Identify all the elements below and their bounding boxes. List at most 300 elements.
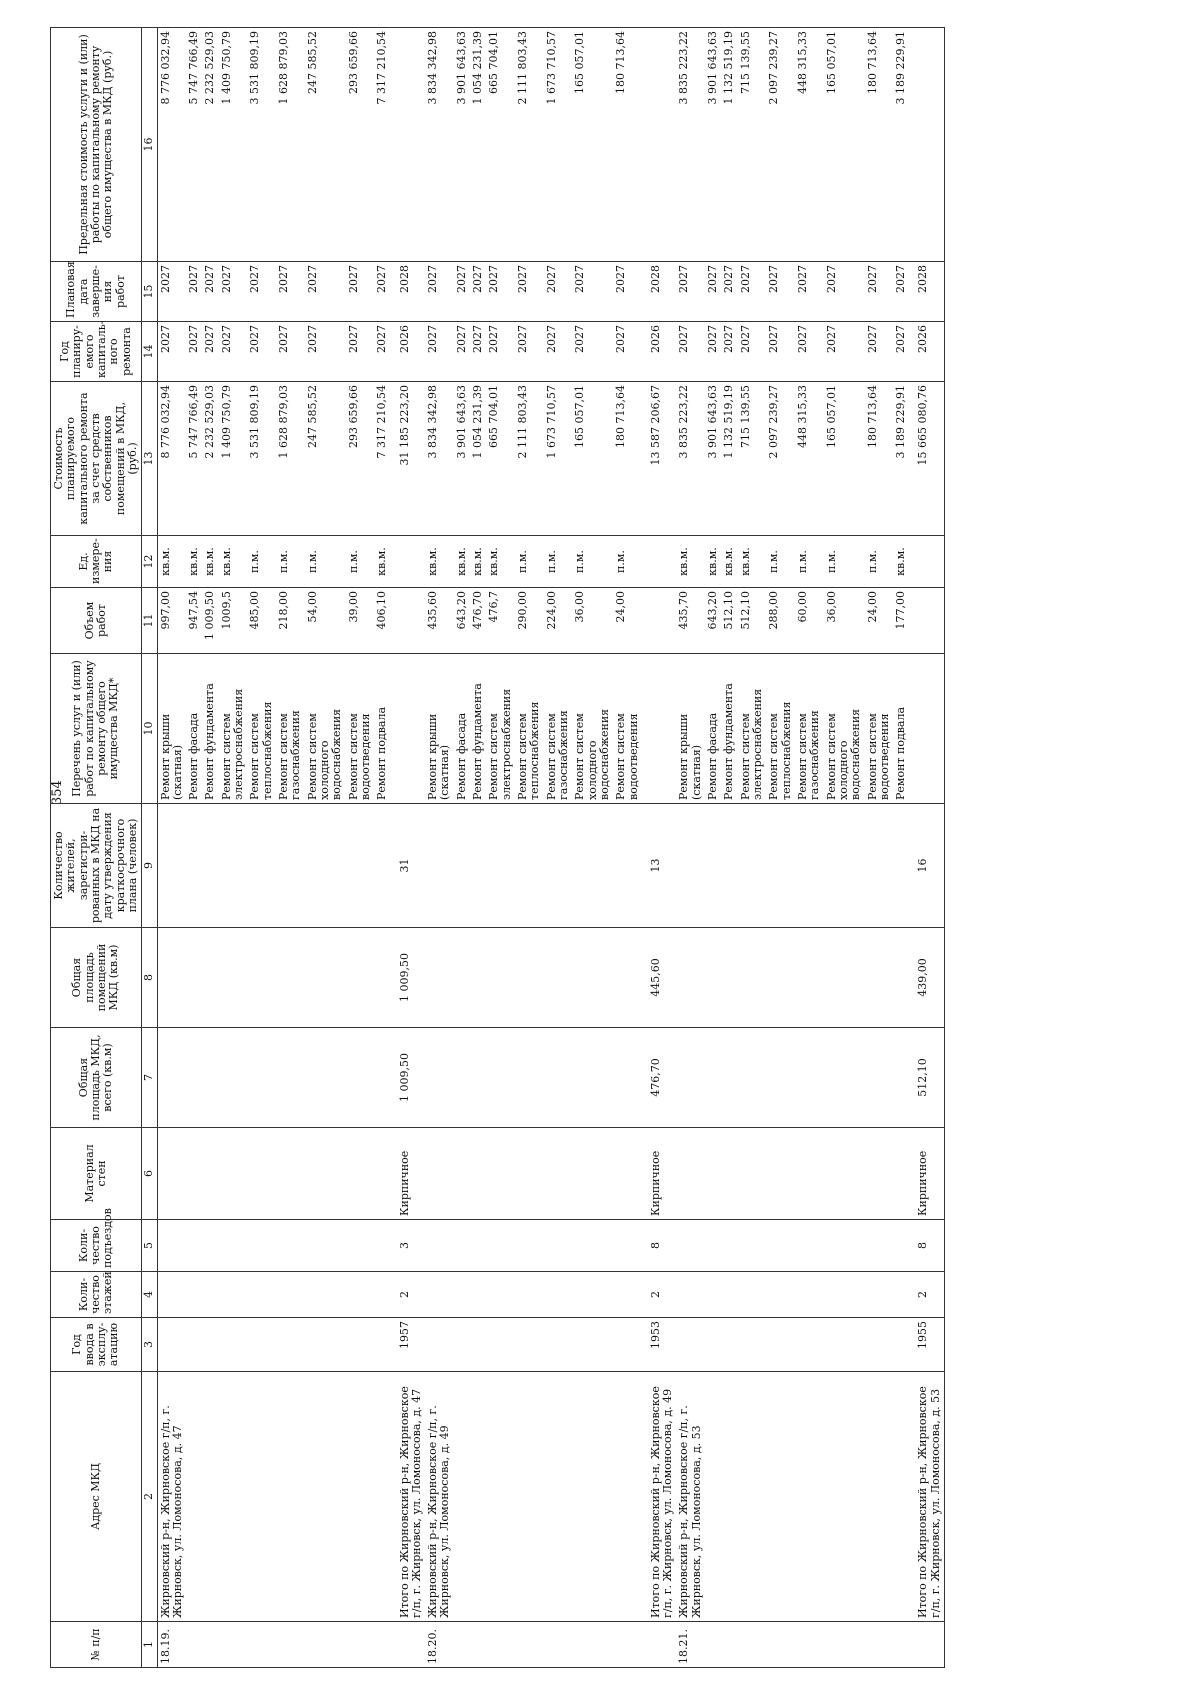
empty-cell [572, 1622, 613, 1668]
empty-cell [613, 1220, 642, 1272]
column-number: 12 [142, 536, 157, 588]
work-limit-cost: 2 232 529,03 [202, 28, 218, 262]
empty-cell [795, 1128, 824, 1220]
empty-cell [676, 928, 705, 1028]
work-row [346, 28, 375, 1668]
empty-cell [613, 1128, 642, 1220]
house-address: Жирновский р-н, Жирновское г/п, г. Жирновск, ул. Ломоносова, д. 47 [157, 1372, 186, 1622]
residents-count: 13 [642, 804, 677, 928]
empty-cell [157, 1028, 186, 1128]
empty-cell [374, 928, 390, 1028]
empty-cell [276, 1622, 305, 1668]
empty-cell [305, 1028, 346, 1128]
empty-cell [766, 1272, 795, 1318]
work-name: Ремонт систем теплоснабжения [515, 654, 544, 804]
empty-cell [865, 1318, 894, 1372]
work-name: Ремонт фундамента [470, 654, 486, 804]
work-cost: 2 097 239,27 [766, 382, 795, 536]
empty-cell [346, 1128, 375, 1220]
work-cost: 3 901 643,63 [454, 382, 470, 536]
empty-cell [893, 804, 909, 928]
empty-cell [705, 1622, 721, 1668]
empty-cell [572, 1128, 613, 1220]
empty-cell [276, 1028, 305, 1128]
empty-cell [202, 1372, 218, 1622]
row-number: 18.20. [425, 1622, 454, 1668]
work-name: Ремонт фундамента [721, 654, 737, 804]
empty-cell [202, 928, 218, 1028]
work-volume: 1009,5 [219, 588, 248, 654]
empty-cell [346, 928, 375, 1028]
column-number: 16 [142, 28, 157, 262]
empty-cell [454, 1372, 470, 1622]
total-label: Итого по Жирновский р-н, Жирновское г/п, г. Жирновск, ул. Ломоносова, д. 53 [909, 1372, 944, 1622]
work-name: Ремонт крыши (скатная) [157, 654, 186, 804]
work-name: Ремонт систем газоснабжения [544, 654, 573, 804]
empty-cell [202, 1028, 218, 1128]
empty-cell [305, 1318, 346, 1372]
work-cost: 180 713,64 [865, 382, 894, 536]
empty-cell [202, 1220, 218, 1272]
empty-cell [247, 1220, 276, 1272]
column-number: 2 [142, 1372, 157, 1622]
work-cost: 3 834 342,98 [425, 382, 454, 536]
work-row [613, 28, 642, 1668]
empty-cell [572, 1272, 613, 1318]
empty-cell [276, 1372, 305, 1622]
work-name: Ремонт крыши (скатная) [425, 654, 454, 804]
work-volume: 60,00 [795, 588, 824, 654]
empty-cell [486, 928, 515, 1028]
work-volume: 288,00 [766, 588, 795, 654]
work-row [515, 28, 544, 1668]
empty-cell [766, 1128, 795, 1220]
empty-cell [766, 928, 795, 1028]
empty-cell [391, 536, 426, 588]
empty-cell [276, 1272, 305, 1318]
empty-cell [909, 28, 944, 262]
empty-cell [865, 1128, 894, 1220]
work-limit-cost: 165 057,01 [572, 28, 613, 262]
column-header: Перечень услуг и (или) работ по капитальному ремонту общего имущества МКД* [51, 654, 142, 804]
empty-cell [909, 654, 944, 804]
empty-cell [544, 928, 573, 1028]
work-volume: 406,10 [374, 588, 390, 654]
empty-cell [425, 1028, 454, 1128]
work-limit-cost: 8 776 032,94 [157, 28, 186, 262]
work-limit-cost: 3 834 342,98 [425, 28, 454, 262]
work-cost: 1 054 231,39 [470, 382, 486, 536]
column-number: 14 [142, 322, 157, 382]
work-row [186, 28, 202, 1668]
work-cost: 8 776 032,94 [157, 382, 186, 536]
empty-cell [893, 1622, 909, 1668]
rooms-area: 439,00 [909, 928, 944, 1028]
empty-cell [186, 1028, 202, 1128]
empty-cell [391, 588, 426, 654]
work-unit: п.м. [247, 536, 276, 588]
work-year: 2027 [721, 322, 737, 382]
work-end-date: 2027 [186, 262, 202, 322]
work-limit-cost: 1 132 519,19 [721, 28, 737, 262]
empty-cell [219, 1372, 248, 1622]
work-year: 2027 [893, 322, 909, 382]
work-limit-cost: 3 189 229,91 [893, 28, 909, 262]
column-number: 6 [142, 1128, 157, 1220]
work-unit: кв.м. [738, 536, 767, 588]
work-volume: 435,70 [676, 588, 705, 654]
empty-cell [346, 1272, 375, 1318]
work-name: Ремонт подвала [893, 654, 909, 804]
empty-cell [613, 1318, 642, 1372]
empty-cell [454, 928, 470, 1028]
empty-cell [454, 804, 470, 928]
work-end-date: 2027 [738, 262, 767, 322]
work-end-date: 2027 [613, 262, 642, 322]
empty-cell [486, 804, 515, 928]
empty-cell [486, 1318, 515, 1372]
residents-count: 31 [391, 804, 426, 928]
work-name: Ремонт систем теплоснабжения [247, 654, 276, 804]
work-unit: п.м. [824, 536, 865, 588]
empty-cell [544, 1220, 573, 1272]
empty-cell [202, 1318, 218, 1372]
work-cost: 180 713,64 [613, 382, 642, 536]
work-volume: 36,00 [572, 588, 613, 654]
work-volume: 218,00 [276, 588, 305, 654]
empty-cell [721, 1318, 737, 1372]
empty-cell [515, 1128, 544, 1220]
empty-cell [613, 928, 642, 1028]
header-label-row [51, 28, 142, 1668]
empty-cell [157, 1128, 186, 1220]
work-limit-cost: 293 659,66 [346, 28, 375, 262]
work-end-date: 2027 [219, 262, 248, 322]
empty-cell [219, 804, 248, 928]
empty-cell [219, 1220, 248, 1272]
work-row [795, 28, 824, 1668]
work-limit-cost: 1 409 750,79 [219, 28, 248, 262]
work-cost: 2 232 529,03 [202, 382, 218, 536]
work-cost: 1 628 879,03 [276, 382, 305, 536]
empty-cell [157, 804, 186, 928]
work-end-date: 2027 [486, 262, 515, 322]
empty-cell [766, 1220, 795, 1272]
empty-cell [454, 1318, 470, 1372]
work-cost: 3 531 809,19 [247, 382, 276, 536]
empty-cell [515, 928, 544, 1028]
work-year: 2027 [425, 322, 454, 382]
entrances-count: 3 [391, 1220, 426, 1272]
header-number-row [142, 28, 157, 1668]
empty-cell [738, 1318, 767, 1372]
empty-cell [705, 1028, 721, 1128]
work-year: 2027 [374, 322, 390, 382]
work-year: 2027 [157, 322, 186, 382]
total-year: 2026 [909, 322, 944, 382]
work-volume: 24,00 [613, 588, 642, 654]
work-name: Ремонт фасада [454, 654, 470, 804]
column-header: Плановая дата заверше-ния работ [51, 262, 142, 322]
empty-cell [186, 1128, 202, 1220]
empty-cell [721, 1220, 737, 1272]
work-unit: п.м. [572, 536, 613, 588]
work-end-date: 2027 [705, 262, 721, 322]
work-name: Ремонт систем водоотведения [613, 654, 642, 804]
empty-cell [865, 1220, 894, 1272]
empty-cell [676, 1028, 705, 1128]
column-header: Количество жителей, зарегистри-рованных в МКД на дату утверждения краткосрочного плана (человек) [51, 804, 142, 928]
floors-count: 2 [909, 1272, 944, 1318]
column-number: 5 [142, 1220, 157, 1272]
column-number: 10 [142, 654, 157, 804]
work-volume: 947,54 [186, 588, 202, 654]
work-unit: кв.м. [186, 536, 202, 588]
work-volume: 512,10 [721, 588, 737, 654]
work-year: 2027 [676, 322, 705, 382]
empty-cell [247, 1128, 276, 1220]
work-end-date: 2027 [893, 262, 909, 322]
empty-cell [186, 1318, 202, 1372]
empty-cell [374, 1220, 390, 1272]
work-cost: 7 317 210,54 [374, 382, 390, 536]
work-row [219, 28, 248, 1668]
work-row [705, 28, 721, 1668]
empty-cell [824, 1028, 865, 1128]
empty-cell [391, 654, 426, 804]
work-unit: п.м. [276, 536, 305, 588]
work-unit: п.м. [766, 536, 795, 588]
work-row [676, 28, 705, 1668]
work-limit-cost: 180 713,64 [865, 28, 894, 262]
empty-cell [391, 28, 426, 262]
empty-cell [766, 1372, 795, 1622]
empty-cell [738, 1028, 767, 1128]
empty-cell [795, 1622, 824, 1668]
column-number: 8 [142, 928, 157, 1028]
work-volume: 476,7 [486, 588, 515, 654]
table-body [157, 28, 945, 1668]
empty-cell [795, 1028, 824, 1128]
column-header: Адрес МКД [51, 1372, 142, 1622]
work-year: 2027 [346, 322, 375, 382]
empty-cell [374, 1028, 390, 1128]
work-unit: кв.м. [676, 536, 705, 588]
work-volume: 24,00 [865, 588, 894, 654]
work-name: Ремонт крыши (скатная) [676, 654, 705, 804]
wall-material: Кирпичное [909, 1128, 944, 1220]
column-header: Объем работ [51, 588, 142, 654]
work-unit: кв.м. [157, 536, 186, 588]
empty-cell [721, 804, 737, 928]
work-cost: 1 409 750,79 [219, 382, 248, 536]
empty-cell [824, 1272, 865, 1318]
empty-cell [186, 1372, 202, 1622]
work-year: 2027 [486, 322, 515, 382]
empty-cell [515, 1318, 544, 1372]
empty-cell [425, 1272, 454, 1318]
empty-cell [893, 1220, 909, 1272]
work-row [486, 28, 515, 1668]
work-year: 2027 [247, 322, 276, 382]
work-volume: 485,00 [247, 588, 276, 654]
empty-cell [186, 1220, 202, 1272]
work-name: Ремонт систем водоотведения [865, 654, 894, 804]
work-unit: кв.м. [219, 536, 248, 588]
empty-cell [544, 1128, 573, 1220]
empty-cell [425, 804, 454, 928]
empty-cell [909, 536, 944, 588]
empty-cell [824, 804, 865, 928]
empty-cell [824, 1128, 865, 1220]
work-cost: 293 659,66 [346, 382, 375, 536]
empty-cell [795, 1272, 824, 1318]
work-volume: 36,00 [824, 588, 865, 654]
empty-cell [186, 1622, 202, 1668]
table-header [51, 28, 158, 1668]
empty-cell [425, 1220, 454, 1272]
work-end-date: 2027 [202, 262, 218, 322]
empty-cell [642, 536, 677, 588]
year-built: 1955 [909, 1318, 944, 1372]
work-name: Ремонт систем холодного водоснабжения [824, 654, 865, 804]
column-header: Стоимость планируемого капитального ремонта за счет средств собственников помещений в МКД, (руб.) [51, 382, 142, 536]
work-name: Ремонт подвала [374, 654, 390, 804]
floors-count: 2 [391, 1272, 426, 1318]
empty-cell [470, 804, 486, 928]
empty-cell [202, 1272, 218, 1318]
work-row [202, 28, 218, 1668]
empty-cell [738, 928, 767, 1028]
work-cost: 5 747 766,49 [186, 382, 202, 536]
empty-cell [721, 928, 737, 1028]
empty-cell [305, 1128, 346, 1220]
total-cost: 15 665 080,76 [909, 382, 944, 536]
work-limit-cost: 1 628 879,03 [276, 28, 305, 262]
empty-cell [346, 804, 375, 928]
empty-cell [515, 1028, 544, 1128]
empty-cell [824, 1318, 865, 1372]
work-end-date: 2027 [824, 262, 865, 322]
empty-cell [766, 1028, 795, 1128]
empty-cell [893, 1128, 909, 1220]
empty-cell [642, 588, 677, 654]
column-number: 3 [142, 1318, 157, 1372]
work-unit: п.м. [544, 536, 573, 588]
empty-cell [515, 1220, 544, 1272]
empty-cell [305, 928, 346, 1028]
empty-cell [470, 1318, 486, 1372]
work-limit-cost: 1 673 710,57 [544, 28, 573, 262]
column-number: 7 [142, 1028, 157, 1128]
work-year: 2027 [515, 322, 544, 382]
work-volume: 643,20 [454, 588, 470, 654]
year-built: 1957 [391, 1318, 426, 1372]
column-header: Ед. измере-ния [51, 536, 142, 588]
empty-cell [515, 1372, 544, 1622]
total-year: 2026 [391, 322, 426, 382]
empty-cell [544, 1318, 573, 1372]
work-row [157, 28, 186, 1668]
work-row [374, 28, 390, 1668]
work-volume: 643,20 [705, 588, 721, 654]
empty-cell [613, 1372, 642, 1622]
empty-cell [795, 1220, 824, 1272]
empty-cell [276, 928, 305, 1028]
work-row [544, 28, 573, 1668]
empty-cell [705, 1128, 721, 1220]
column-header: Общая площадь МКД, всего (кв.м) [51, 1028, 142, 1128]
empty-cell [247, 928, 276, 1028]
empty-cell [721, 1128, 737, 1220]
work-cost: 165 057,01 [572, 382, 613, 536]
work-row [276, 28, 305, 1668]
rooms-area: 445,60 [642, 928, 677, 1028]
empty-cell [454, 1622, 470, 1668]
work-cost: 1 132 519,19 [721, 382, 737, 536]
empty-cell [795, 928, 824, 1028]
empty-cell [374, 804, 390, 928]
work-unit: п.м. [515, 536, 544, 588]
work-year: 2027 [705, 322, 721, 382]
floors-count: 2 [642, 1272, 677, 1318]
work-end-date: 2027 [676, 262, 705, 322]
total-area: 476,70 [642, 1028, 677, 1128]
total-year: 2026 [642, 322, 677, 382]
empty-cell [486, 1220, 515, 1272]
work-year: 2027 [470, 322, 486, 382]
empty-cell [425, 928, 454, 1028]
empty-cell [721, 1372, 737, 1622]
empty-cell [705, 1272, 721, 1318]
work-limit-cost: 3 901 643,63 [454, 28, 470, 262]
empty-cell [613, 1028, 642, 1128]
work-end-date: 2027 [515, 262, 544, 322]
empty-cell [572, 804, 613, 928]
empty-cell [219, 928, 248, 1028]
work-name: Ремонт систем холодного водоснабжения [305, 654, 346, 804]
column-number: 13 [142, 382, 157, 536]
empty-cell [374, 1272, 390, 1318]
work-name: Ремонт систем электроснабжения [486, 654, 515, 804]
work-end-date: 2027 [795, 262, 824, 322]
empty-cell [346, 1318, 375, 1372]
column-header: Материал стен [51, 1128, 142, 1220]
work-volume: 39,00 [346, 588, 375, 654]
total-end-date: 2028 [642, 262, 677, 322]
empty-cell [247, 1318, 276, 1372]
empty-cell [893, 1272, 909, 1318]
work-limit-cost: 1 054 231,39 [470, 28, 486, 262]
work-row [893, 28, 909, 1668]
empty-cell [454, 1028, 470, 1128]
work-volume: 177,00 [893, 588, 909, 654]
column-number: 11 [142, 588, 157, 654]
column-number: 4 [142, 1272, 157, 1318]
empty-cell [544, 1028, 573, 1128]
work-year: 2027 [544, 322, 573, 382]
work-limit-cost: 2 111 803,43 [515, 28, 544, 262]
work-cost: 715 139,55 [738, 382, 767, 536]
empty-cell [676, 1272, 705, 1318]
work-row [572, 28, 613, 1668]
work-name: Ремонт фасада [186, 654, 202, 804]
capital-repair-table [50, 27, 945, 1668]
work-row [865, 28, 894, 1668]
empty-cell [247, 1272, 276, 1318]
empty-cell [305, 1220, 346, 1272]
work-cost: 3 189 229,91 [893, 382, 909, 536]
